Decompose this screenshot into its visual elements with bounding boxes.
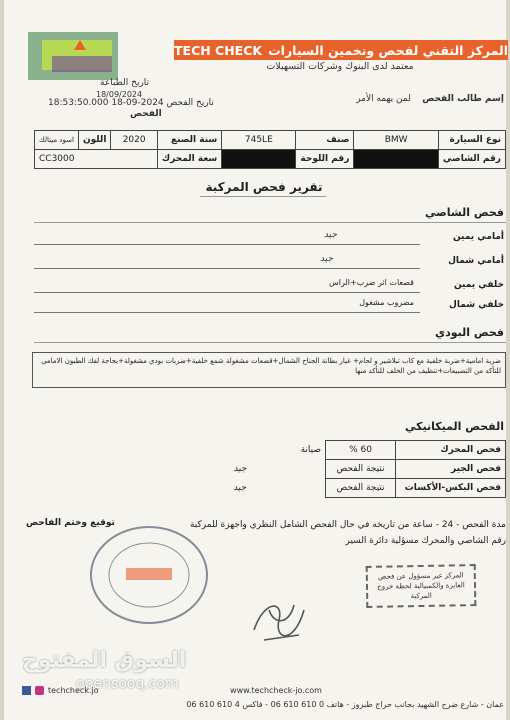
chassis-row-value: مضروب مشغول: [359, 298, 414, 307]
facebook-icon: [22, 686, 31, 695]
validity-note: مدة الفحص - 24 - ساعة من تاريخه في حال الفحص الشامل النظري واجهزة للمركبة: [189, 520, 506, 530]
row-line: [34, 292, 420, 293]
title-underline: [200, 196, 326, 197]
body-notes-box: ضربة امامية+ضربة خلفية مع كاب تبلاشير و لحام+ غيار بطانة الجناح الشمال+قصعات مشغولة شمع خلفية+ضربات بودي مشغولة+بحاجة لفك الطبون الامامي للتأكد من التصبيعات+تنظيف من الخلف للتأكد منها: [32, 352, 506, 388]
row-line: [34, 244, 420, 245]
chassis-row-label: خلفي يمين: [453, 280, 504, 290]
row-line: [34, 312, 420, 313]
redacted-chassis-number: [354, 150, 439, 169]
redacted-plate-number: [222, 150, 296, 169]
table-row: فحص المحرك 60 % صيانة: [155, 441, 506, 460]
footer-social: [22, 686, 162, 695]
footer-address: عمان - شارع ضرح الشهيد بجانب حراج طبروز - هاتف 0 610 610 06 - فاكس 4 610 610 06: [186, 700, 504, 709]
watermark-url: opensooq.com: [76, 676, 179, 692]
company-stamp-icon: [84, 520, 214, 630]
print-date-value: 18/09/2024: [96, 90, 143, 99]
chassis-row-value: قصعات اثر ضرب+الراس: [328, 278, 414, 287]
brand-name: TECH CHECK: [174, 42, 263, 58]
table-row: فحص البكس-الأكسات نتيجة الفحص جيد: [155, 479, 506, 498]
footer-website: www.techcheck-jo.com: [230, 686, 322, 695]
chassis-row-label: أمامي شمال: [448, 256, 504, 266]
footer: [4, 686, 506, 720]
print-date: تاريخ الطباعة: [100, 78, 150, 88]
instagram-icon: [35, 686, 44, 695]
table-row: رقم الشاصي رقم اللوحة سعة المحرك CC3000: [35, 150, 506, 169]
header-subtitle: معتمد لدى البنوك وشركات التسهيلات: [266, 61, 414, 72]
report-page: [4, 0, 506, 720]
chassis-row-value: جيد: [324, 230, 338, 240]
mechanical-table: [154, 440, 506, 498]
row-line: [34, 268, 420, 269]
social-handle: techcheck.jo: [48, 686, 99, 695]
divider: [34, 342, 506, 343]
divider: [34, 222, 506, 223]
chassis-responsibility-note: رقم الشاصي والمحرك مسؤلية دائرة السير: [345, 536, 506, 546]
chassis-row-value: جيد: [320, 254, 334, 264]
header-banner: [174, 40, 508, 60]
watermark-text: السوق المفتوح: [22, 648, 187, 673]
exam-label: الفحص: [130, 109, 162, 119]
vehicle-info-table: [34, 130, 506, 169]
signature-label: توقيع وختم الفاحص: [26, 518, 115, 528]
table-row: فحص الجير نتيجة الفحص جيد: [155, 460, 506, 479]
report-title: تقرير فحص المركبة: [205, 180, 323, 194]
chassis-section-title: فحص الشاصي: [425, 206, 504, 219]
signature-icon: [244, 590, 314, 650]
requester: إسم طالب الفحص لمن يهمه الأمر: [356, 94, 504, 104]
mechanical-section-title: الفحص الميكانيكي: [404, 420, 504, 433]
center-title: المركز التقني لفحص وتخمين السيارات: [268, 42, 508, 58]
chassis-row-label: خلفي شمال: [449, 300, 504, 310]
body-section-title: فحص البودي: [435, 326, 504, 339]
chassis-row-label: أمامي يمين: [452, 232, 504, 242]
disclaimer-stamp: المركز غير مسؤول عن فحص العابرة والكمبيالية لحظة خروج المركبة: [366, 564, 477, 608]
exam-date: تاريخ الفحص 2024-09-18 18:53:50.000: [48, 98, 214, 108]
table-row: نوع السيارة BMW صنف 745LE سنة الصنع 2020 اللون اسود ميتالك: [35, 131, 506, 150]
